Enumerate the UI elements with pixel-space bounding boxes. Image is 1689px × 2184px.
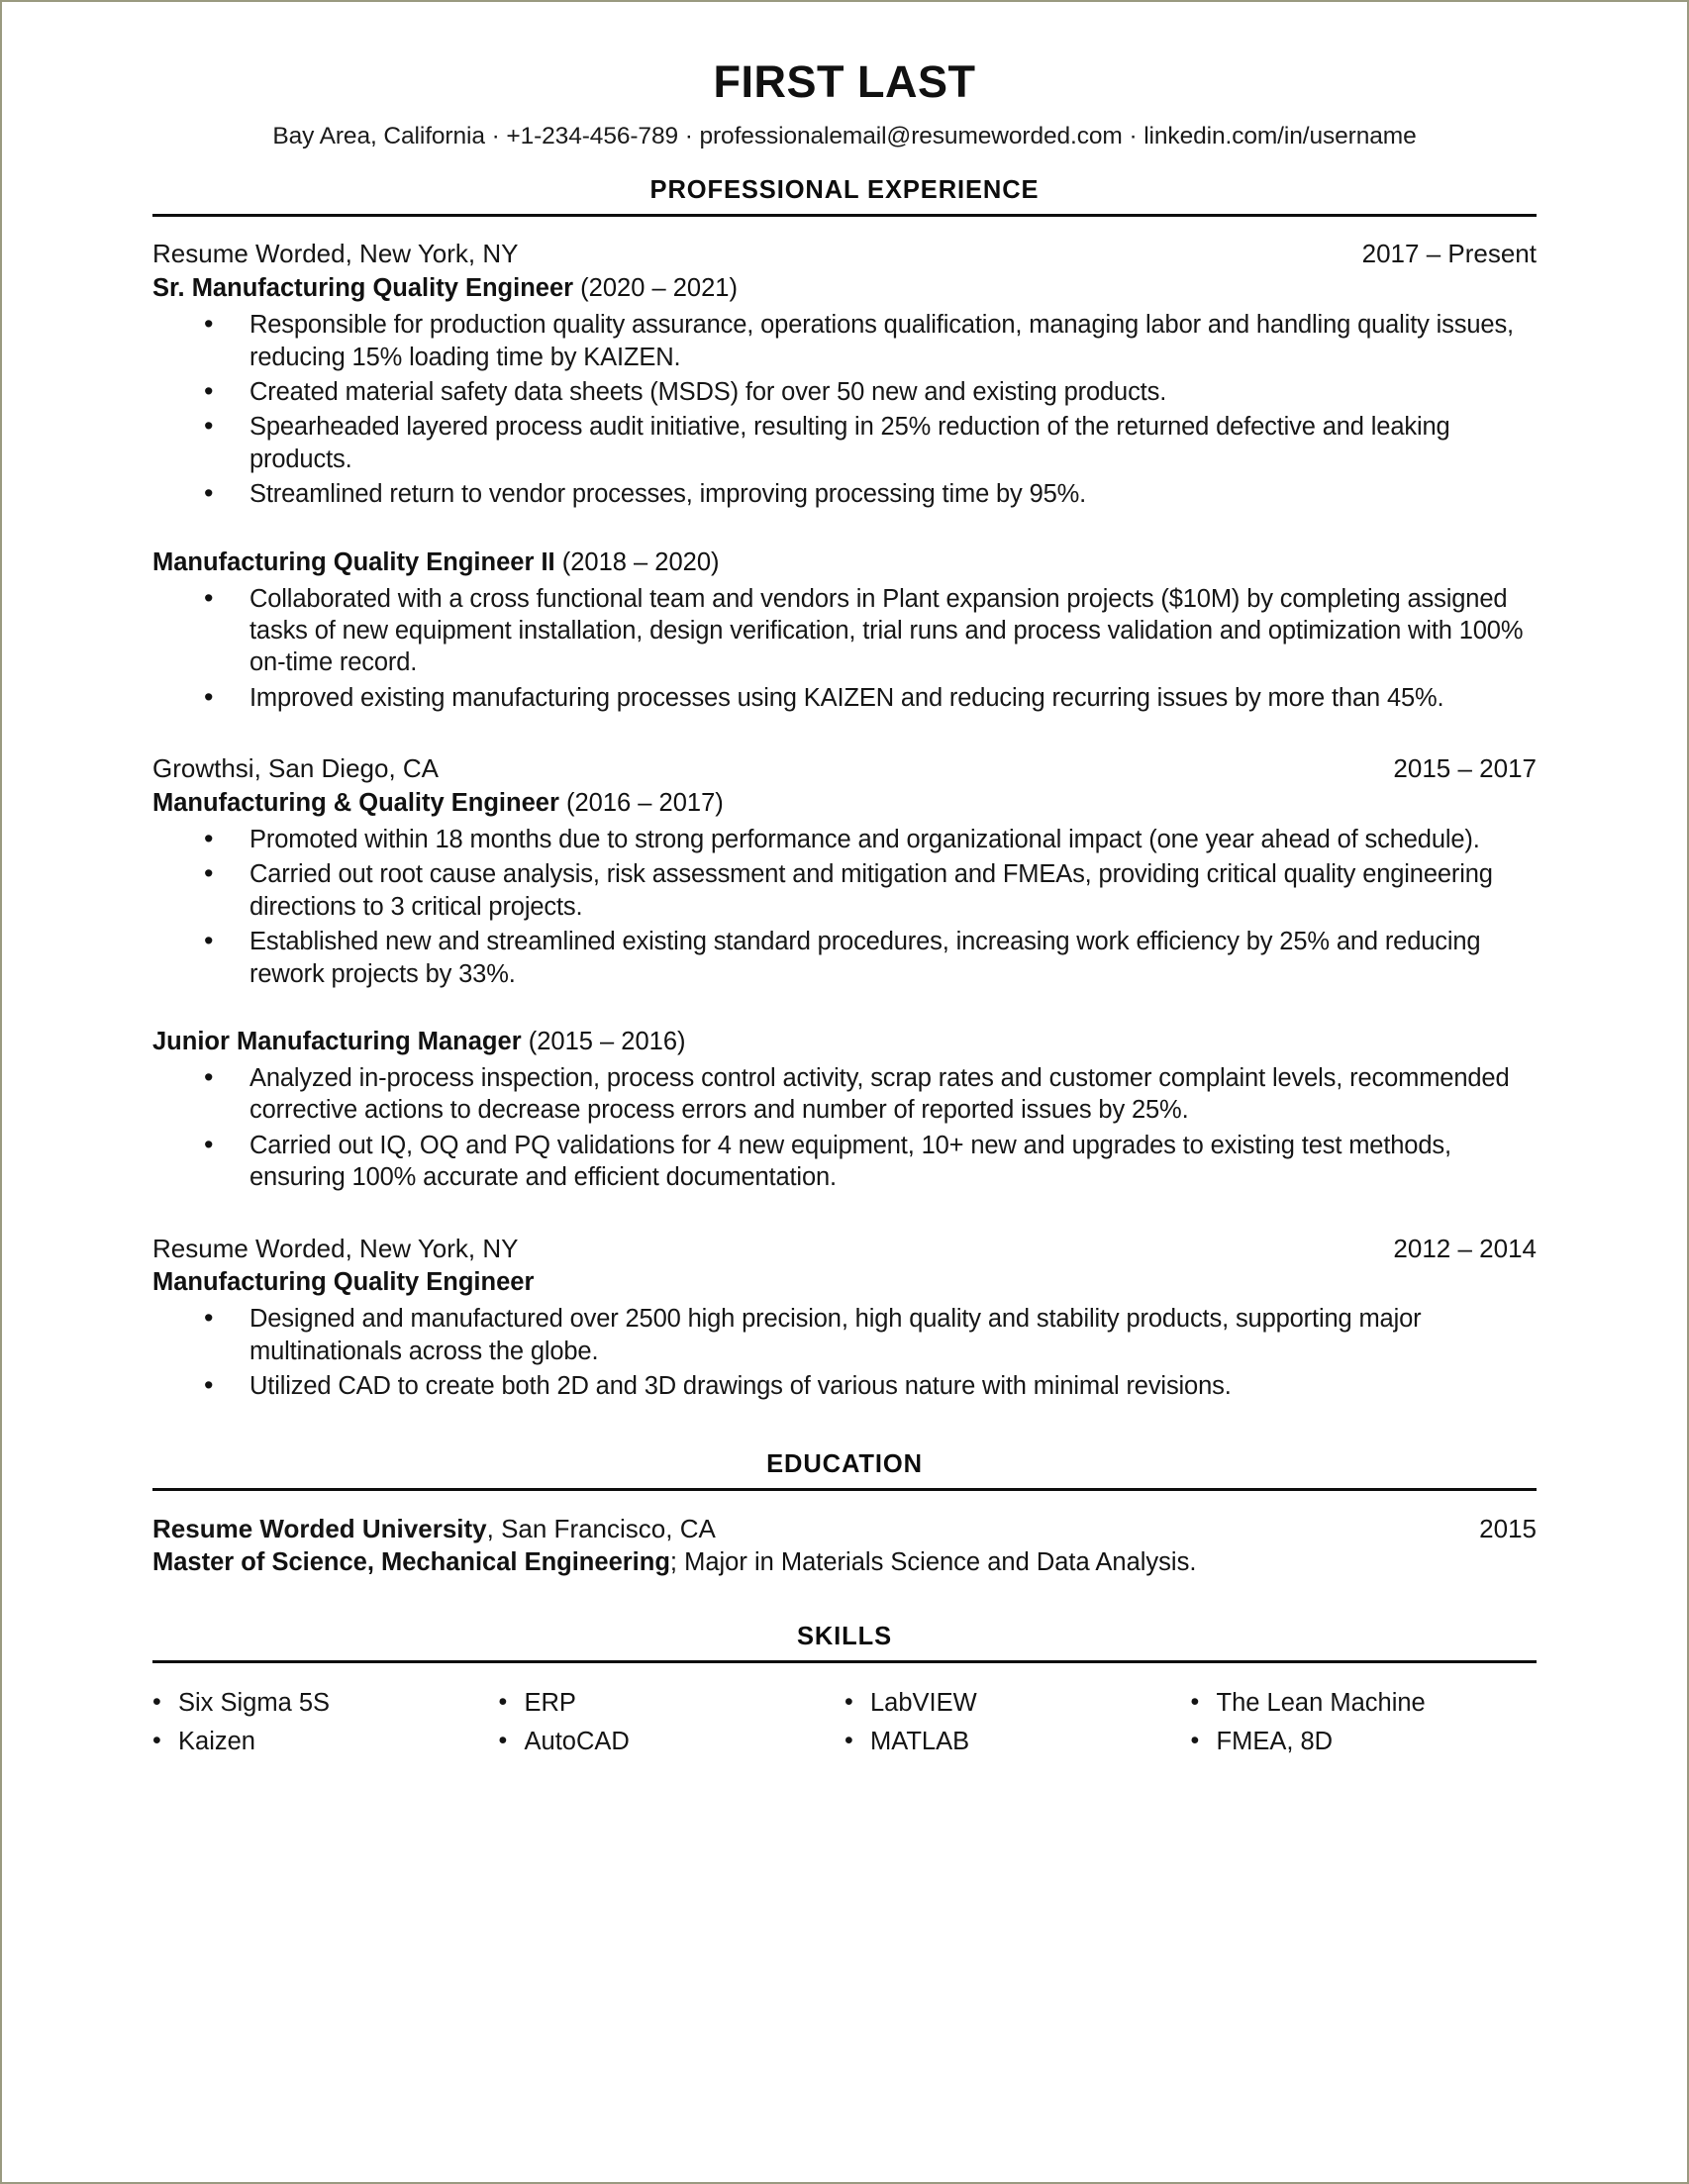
skill-item: • FMEA, 8D (1191, 1726, 1538, 1758)
role-line (152, 272, 1537, 305)
resume-header (152, 2, 1537, 150)
education-entry (152, 1513, 1537, 1580)
role-title: Manufacturing & Quality Engineer (152, 788, 559, 817)
role-line (152, 787, 1537, 820)
skill-item: • Kaizen (152, 1726, 499, 1758)
job-dates: 2012 – 2014 (1393, 1233, 1537, 1263)
education-year: 2015 (1479, 1513, 1537, 1543)
role-bullet-list (152, 309, 1537, 510)
education-degree (152, 1546, 1537, 1579)
job-entry (152, 1234, 1537, 1403)
job-header (152, 239, 1537, 270)
skill-item: • Six Sigma 5S (152, 1687, 499, 1720)
section-title-skills: SKILLS (796, 1623, 893, 1651)
bullet-item: • Improved existing manufacturing processes using KAIZEN and reducing recurring issues by more than 45%. (152, 682, 1537, 714)
job-company: Resume Worded, New York, NY (152, 1233, 519, 1263)
role-block (152, 272, 1537, 510)
role-dates: (2018 – 2020) (554, 547, 720, 576)
role-line (152, 546, 1537, 579)
section-title-experience: PROFESSIONAL EXPERIENCE (649, 176, 1040, 205)
role-line (152, 1026, 1537, 1058)
section-professional-experience (152, 176, 1537, 217)
bullet-item: • Carried out root cause analysis, risk assessment and mitigation and FMEAs, providing critical quality engineering directions to 3 critical projects. (152, 858, 1537, 923)
bullet-item: • Streamlined return to vendor processes, improving processing time by 95%. (152, 478, 1537, 510)
section-title-education: EDUCATION (766, 1449, 923, 1478)
role-title: Junior Manufacturing Manager (152, 1027, 522, 1055)
role-title: Manufacturing Quality Engineer II (152, 547, 555, 576)
role-block (152, 787, 1537, 990)
bullet-item: • Designed and manufactured over 2500 high precision, high quality and stability products, supporting major multinationals across the globe. (152, 1303, 1537, 1367)
role-block (152, 1026, 1537, 1194)
job-company: Growthsi, San Diego, CA (152, 753, 440, 784)
bullet-item: • Analyzed in-process inspection, process control activity, scrap rates and customer complaint levels, recommended corrective actions to decrease process errors and number of reported issues by 25%. (152, 1062, 1537, 1127)
section-education (152, 1450, 1537, 1491)
role-bullet-list (152, 1062, 1537, 1194)
job-entry (152, 753, 1537, 1193)
bullet-item: • Responsible for production quality assurance, operations qualification, managing labor and handling quality issues, reducing 15% loading time by KAIZEN. (152, 309, 1537, 373)
job-header (152, 753, 1537, 785)
bullet-item: • Created material safety data sheets (MSDS) for over 50 new and existing products. (152, 376, 1537, 408)
education-degree-title: Master of Science, Mechanical Engineering (152, 1548, 670, 1577)
experience-list (152, 239, 1537, 1402)
section-skills (152, 1623, 1537, 1663)
job-dates: 2015 – 2017 (1393, 753, 1537, 784)
role-title: Sr. Manufacturing Quality Engineer (152, 274, 574, 303)
role-title: Manufacturing Quality Engineer (152, 1268, 535, 1297)
skill-item: • MATLAB (844, 1726, 1191, 1758)
skill-item: • ERP (499, 1687, 845, 1720)
job-entry (152, 239, 1537, 714)
role-dates: (2016 – 2017) (558, 788, 724, 817)
role-dates: (2020 – 2021) (573, 274, 738, 303)
bullet-item: • Utilized CAD to create both 2D and 3D drawings of various nature with minimal revisions. (152, 1370, 1537, 1402)
education-degree-major: ; Major in Materials Science and Data Analysis. (669, 1548, 1197, 1577)
skill-item: • The Lean Machine (1191, 1687, 1538, 1720)
role-block (152, 1266, 1537, 1402)
skill-item: • LabVIEW (844, 1687, 1191, 1720)
section-rule-education (152, 1488, 1537, 1491)
section-rule-experience (152, 214, 1537, 217)
education-school (152, 1513, 716, 1545)
education-head (152, 1513, 1537, 1545)
job-header (152, 1234, 1537, 1265)
bullet-item: • Spearheaded layered process audit initiative, resulting in 25% reduction of the returned defective and leaking products. (152, 411, 1537, 475)
job-company: Resume Worded, New York, NY (152, 239, 519, 269)
bullet-item: • Established new and streamlined existing standard procedures, increasing work efficiency by 25% and reducing rework projects by 33%. (152, 926, 1537, 990)
role-block (152, 546, 1537, 715)
section-rule-skills (152, 1660, 1537, 1663)
bullet-item: • Promoted within 18 months due to strong performance and organizational impact (one year ahead of schedule). (152, 824, 1537, 855)
skill-item: • AutoCAD (499, 1726, 845, 1758)
role-bullet-list (152, 824, 1537, 990)
candidate-name: FIRST LAST (713, 56, 976, 107)
contact-line: Bay Area, California · +1-234-456-789 · professionalemail@resumeworded.com · linkedin.com/in/username (272, 123, 1417, 149)
resume-sheet (2, 2, 1687, 2182)
role-bullet-list (152, 1303, 1537, 1402)
job-dates: 2017 – Present (1361, 239, 1537, 269)
bullet-item: • Carried out IQ, OQ and PQ validations for 4 new equipment, 10+ new and upgrades to existing test methods, ensuring 100% accurate and efficient documentation. (152, 1130, 1537, 1194)
role-bullet-list (152, 583, 1537, 715)
role-dates: (2015 – 2016) (521, 1027, 686, 1055)
education-school-location: , San Francisco, CA (486, 1513, 716, 1543)
skills-grid (152, 1687, 1537, 1758)
role-line (152, 1266, 1537, 1299)
education-school-name: Resume Worded University (152, 1513, 487, 1543)
bullet-item: • Collaborated with a cross functional team and vendors in Plant expansion projects ($10M) by completing assigned tasks of new equipment installation, design verification, trial runs and process validation and optimization with 100% on-time record. (152, 583, 1537, 679)
